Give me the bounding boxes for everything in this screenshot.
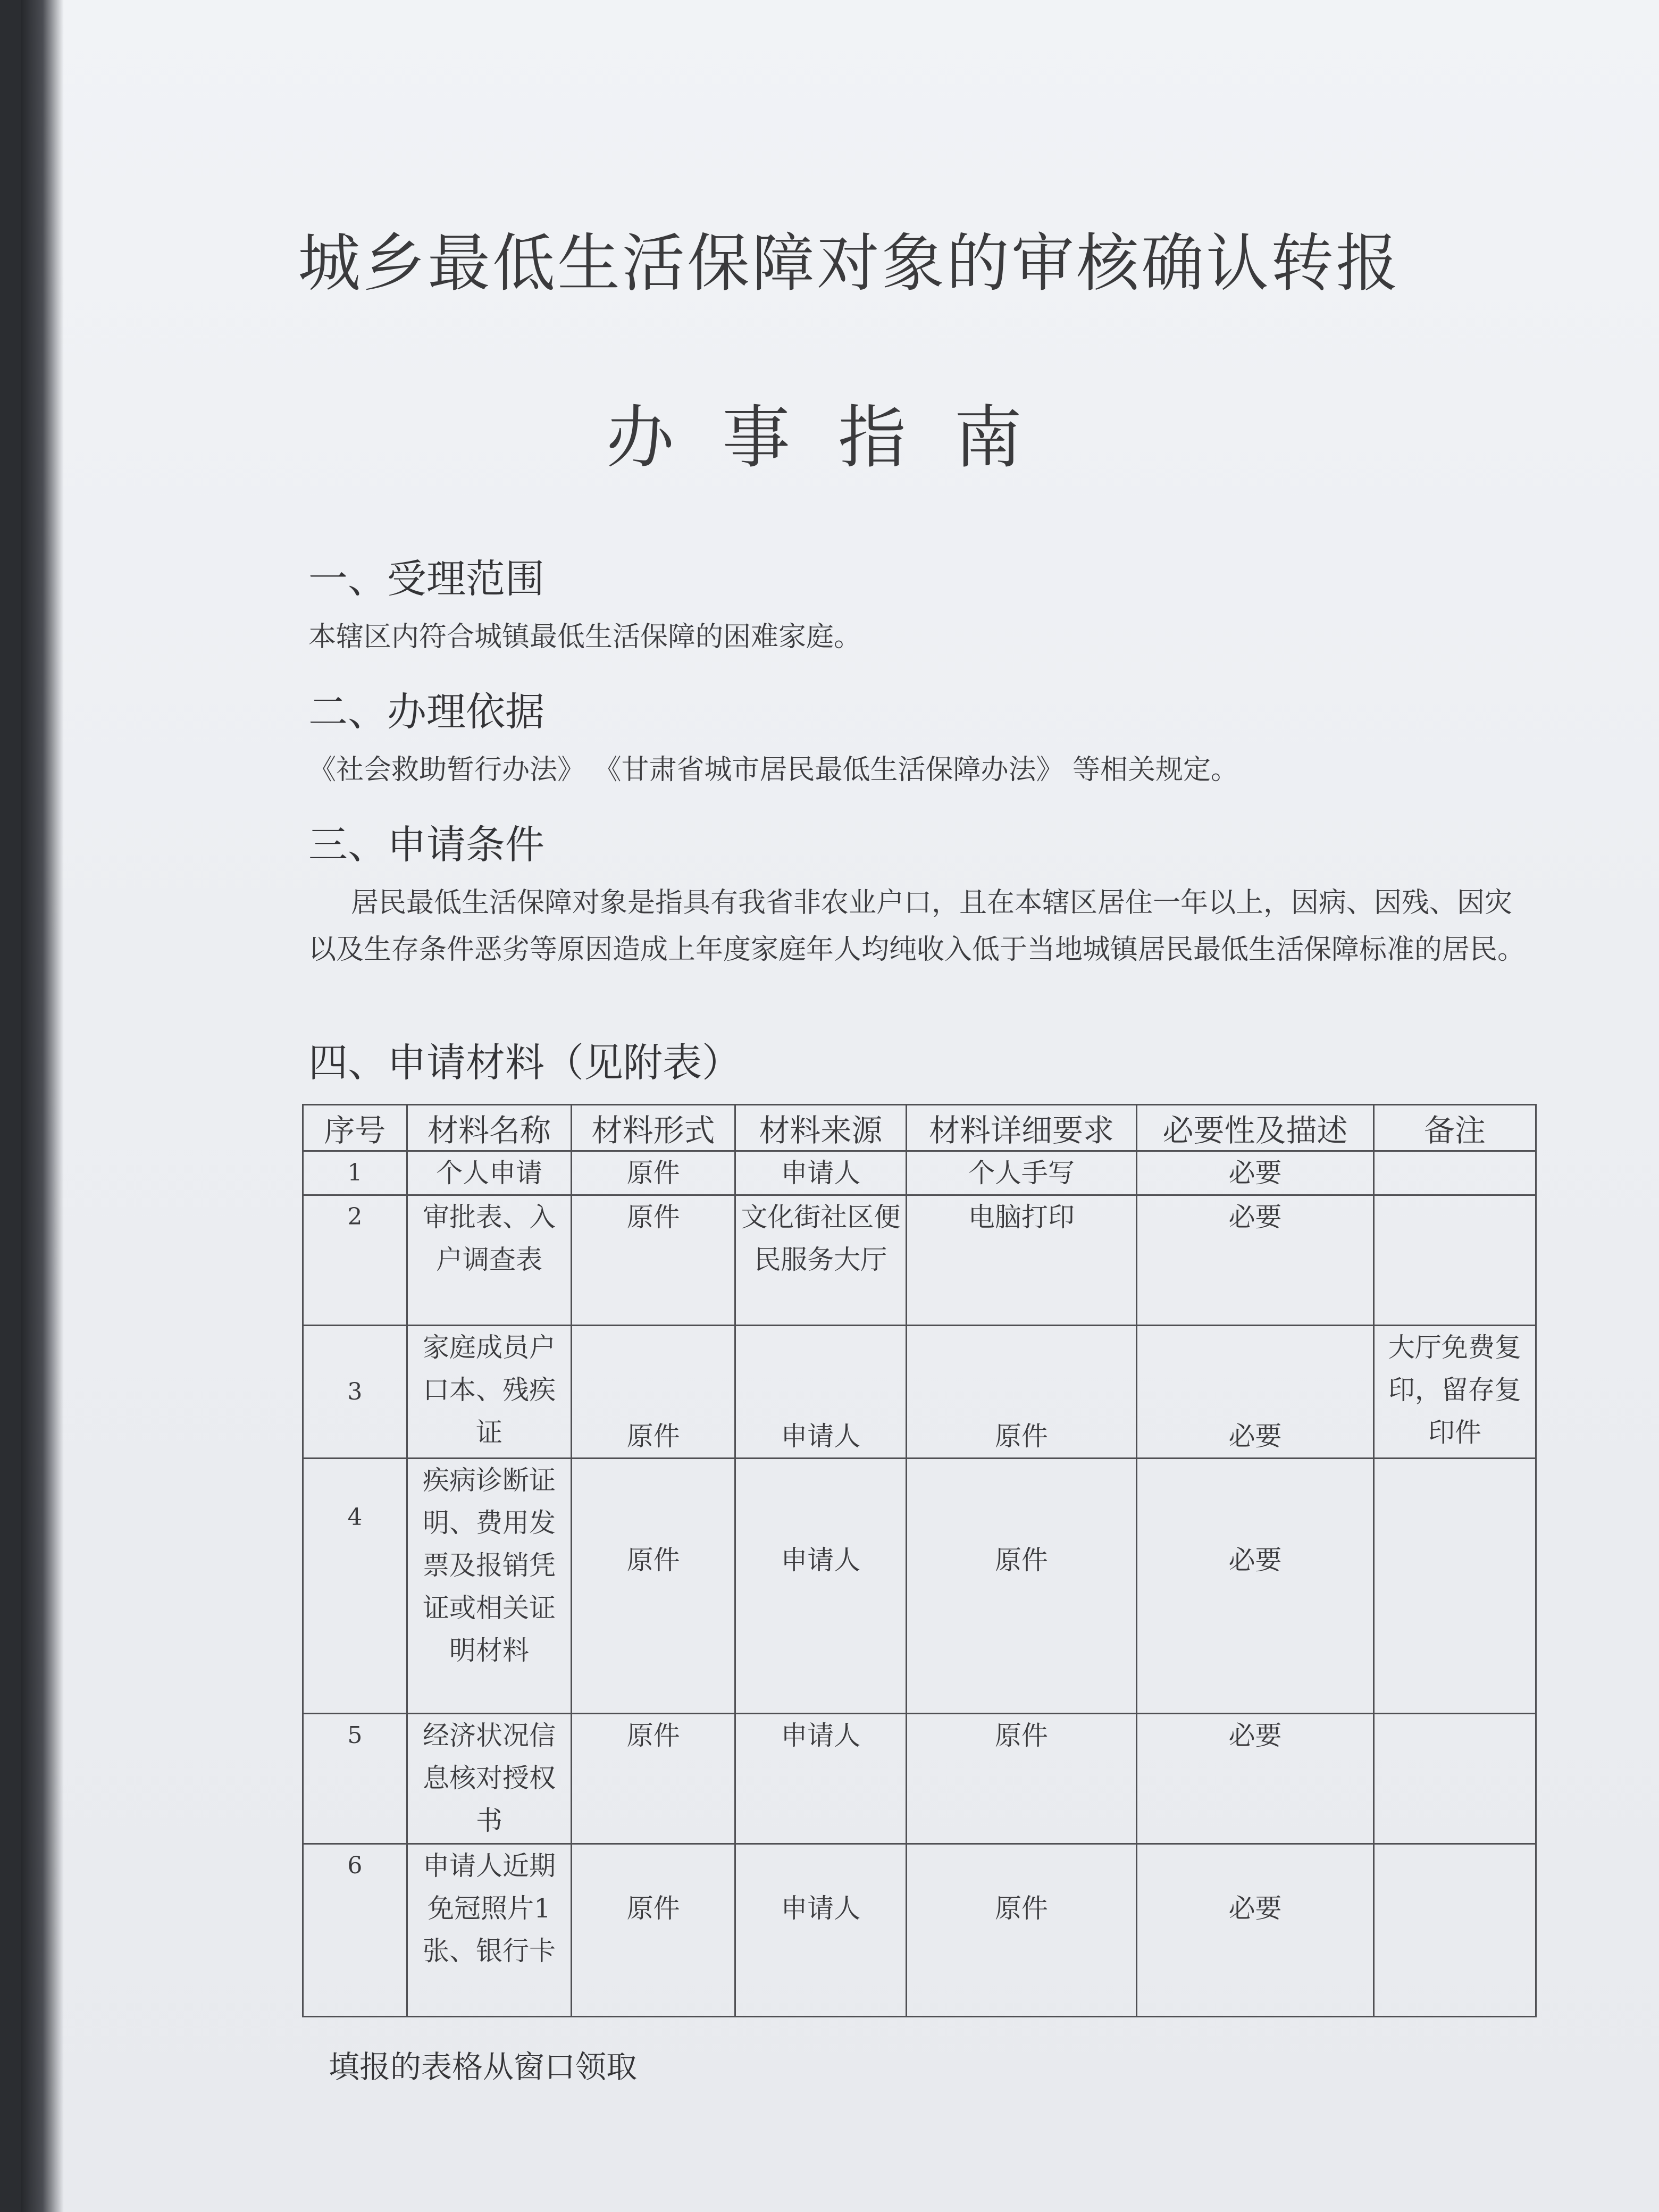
table-cell: 3	[303, 1326, 407, 1459]
table-cell: 经济状况信息核对授权书	[407, 1714, 572, 1844]
table-cell: 原件	[906, 1459, 1137, 1714]
footer-note: 填报的表格从窗口领取	[329, 2049, 638, 2085]
table-cell: 大厅免费复印，留存复印件	[1373, 1326, 1536, 1459]
materials-table	[302, 1104, 1537, 2017]
table-cell: 5	[303, 1714, 407, 1844]
section-body: 居民最低生活保障对象是指具有我省非农业户口，且在本辖区居住一年以上，因病、因残、因灾以及生存条件恶劣等原因造成上年度家庭年人均纯收入低于当地城镇居民最低生活保障标准的居民。	[308, 887, 1526, 966]
table-cell: 申请人	[735, 1326, 907, 1459]
table-cell: 必要	[1137, 1714, 1374, 1844]
header-cell: 材料详细要求	[906, 1105, 1137, 1151]
header-cell: 材料来源	[735, 1105, 907, 1151]
table-cell: 个人手写	[906, 1151, 1137, 1195]
table-cell: 疾病诊断证明、费用发票及报销凭证或相关证明材料	[407, 1459, 572, 1714]
table-row	[303, 1151, 1536, 1195]
table-cell: 原件	[572, 1459, 735, 1714]
table-cell: 电脑打印	[906, 1195, 1137, 1326]
document-subtitle: 办事指南	[606, 398, 1070, 477]
table-cell: 原件	[572, 1195, 735, 1326]
table-cell: 原件	[572, 1714, 735, 1844]
table-cell: 必要	[1137, 1326, 1374, 1459]
header-cell: 备注	[1373, 1105, 1536, 1151]
section-heading: 二、办理依据	[308, 689, 544, 735]
table-cell: 2	[303, 1195, 407, 1326]
header-cell: 材料形式	[572, 1105, 735, 1151]
table-cell: 必要	[1137, 1459, 1374, 1714]
table-cell: 必要	[1137, 1195, 1374, 1326]
section-body: 《社会救助暂行办法》 《甘肃省城市居民最低生活保障办法》 等相关规定。	[308, 754, 1239, 786]
table-cell: 审批表、入户调查表	[407, 1195, 572, 1326]
document-title: 城乡最低生活保障对象的审核确认转报	[298, 227, 1401, 300]
section-heading: 四、申请材料（见附表）	[308, 1040, 741, 1086]
section-heading: 一、受理范围	[308, 556, 544, 602]
table-cell: 个人申请	[407, 1151, 572, 1195]
table-cell: 家庭成员户口本、残疾证	[407, 1326, 572, 1459]
section-body: 本辖区内符合城镇最低生活保障的困难家庭。	[308, 621, 862, 653]
table-cell: 申请人	[735, 1714, 907, 1844]
table-cell: 原件	[572, 1326, 735, 1459]
table-cell: 申请人	[735, 1151, 907, 1195]
header-cell: 序号	[303, 1105, 407, 1151]
table-cell	[1373, 1195, 1536, 1326]
table-cell: 申请人	[735, 1459, 907, 1714]
table-cell: 文化街社区便民服务大厅	[735, 1195, 907, 1326]
header-cell: 必要性及描述	[1137, 1105, 1374, 1151]
table-row	[303, 1844, 1536, 2017]
table-cell: 原件	[906, 1714, 1137, 1844]
table-cell: 原件	[906, 1326, 1137, 1459]
table-header-row	[303, 1105, 1536, 1151]
table-cell	[1373, 1714, 1536, 1844]
table-cell: 6	[303, 1844, 407, 2017]
table-row	[303, 1326, 1536, 1459]
table-cell: 申请人近期免冠照片1张、银行卡	[407, 1844, 572, 2017]
table-cell: 必要	[1137, 1844, 1374, 2017]
table-cell: 1	[303, 1151, 407, 1195]
table-cell: 原件	[572, 1844, 735, 2017]
header-cell: 材料名称	[407, 1105, 572, 1151]
table-cell: 必要	[1137, 1151, 1374, 1195]
section-scope	[308, 548, 1531, 660]
section-basis	[308, 681, 1531, 793]
table-row	[303, 1459, 1536, 1714]
table-cell	[1373, 1151, 1536, 1195]
table-cell: 原件	[572, 1151, 735, 1195]
table-cell	[1373, 1459, 1536, 1714]
document-page	[21, 0, 1659, 2212]
table-row	[303, 1714, 1536, 1844]
page-edge-shadow	[21, 0, 64, 2212]
table-cell	[1373, 1844, 1536, 2017]
table-row	[303, 1195, 1536, 1326]
table-cell: 申请人	[735, 1844, 907, 2017]
table-cell: 原件	[906, 1844, 1137, 2017]
section-conditions	[308, 814, 1531, 973]
section-heading: 三、申请条件	[308, 822, 544, 868]
section-materials	[308, 1032, 1531, 1088]
table-cell: 4	[303, 1459, 407, 1714]
